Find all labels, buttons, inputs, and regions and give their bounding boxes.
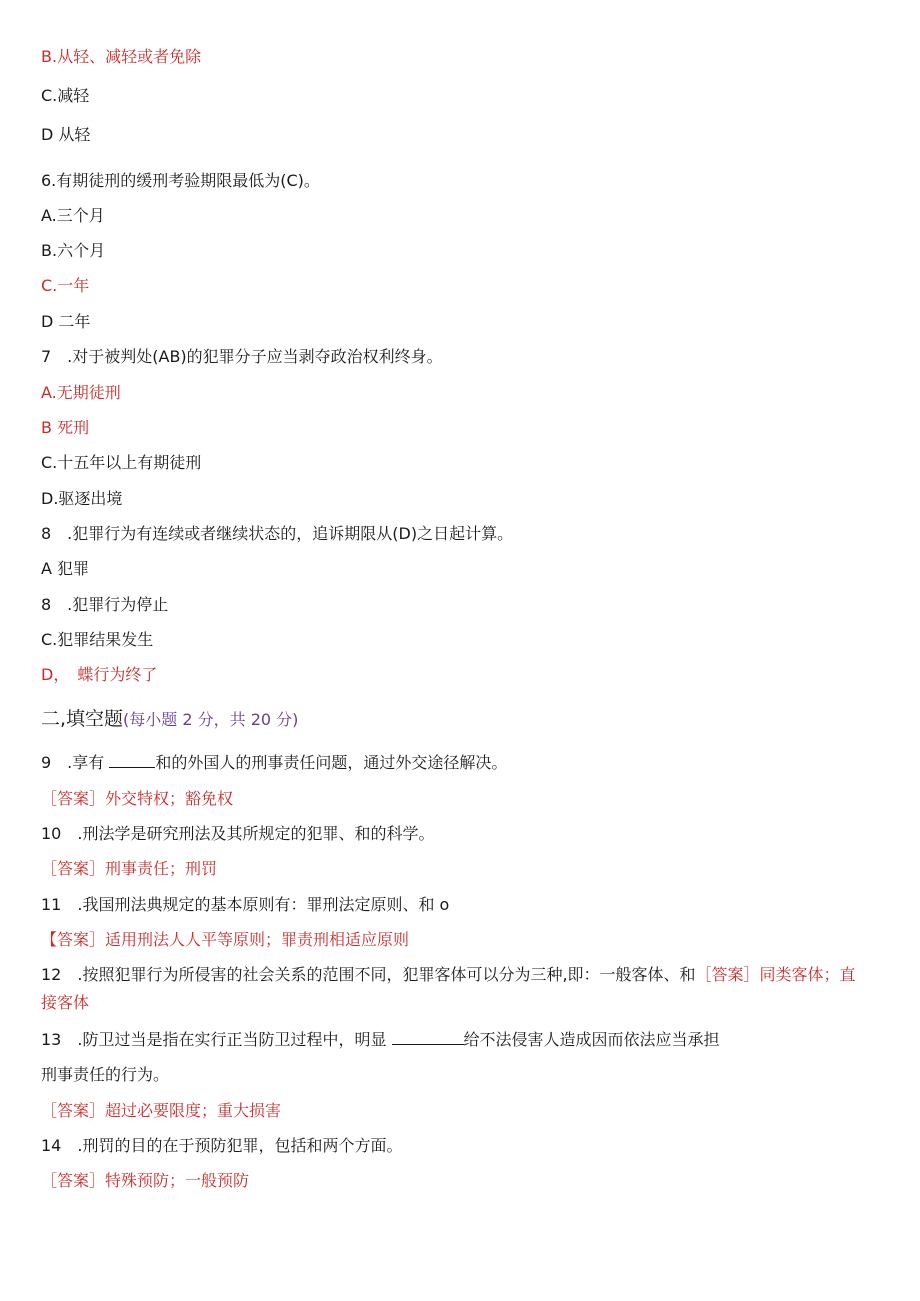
q8-option-c: C.犯罪结果发生 xyxy=(41,630,154,649)
q9-text-pre: 9 .享有 xyxy=(41,753,110,772)
q9-text-post: 和的外国人的刑事责任问题，通过外交途径解决。 xyxy=(155,753,508,772)
section-heading xyxy=(41,708,298,731)
q8-option-d: D， 蝶行为终了 xyxy=(41,665,158,684)
option-b-mitigate: B.从轻、减轻或者免除 xyxy=(41,47,202,66)
question-8: 8 .犯罪行为有连续或者继续状态的，追诉期限从(D)之日起计算。 xyxy=(41,524,514,543)
option-c-reduce: C.减轻 xyxy=(41,86,90,105)
answer-10: ［答案］刑事责任；刑罚 xyxy=(41,859,218,878)
q12-text: 12 .按照犯罪行为所侵害的社会关系的范围不同，犯罪客体可以分为三种,即：一般客体、和 xyxy=(41,965,696,984)
answer-12: ［答案］同类客体；直接客体 xyxy=(41,965,856,1012)
q6-option-b: B.六个月 xyxy=(41,241,106,260)
q13-text-post: 给不法侵害人造成因而依法应当承担 xyxy=(463,1030,720,1049)
section-title: 二,填空题 xyxy=(41,708,124,730)
answer-14: ［答案］特殊预防；一般预防 xyxy=(41,1171,250,1190)
question-13-cont: 刑事责任的行为。 xyxy=(41,1065,170,1084)
option-d-lighter: D 从轻 xyxy=(41,125,91,144)
question-14: 14 .刑罚的目的在于预防犯罪，包括和两个方面。 xyxy=(41,1136,403,1155)
q6-option-d: D 二年 xyxy=(41,312,91,331)
answer-11: 【答案］适用刑法人人平等原则；罪责刑相适应原则 xyxy=(41,930,410,949)
q9-blank xyxy=(109,753,155,768)
section-subtitle: (每小题 2 分，共 20 分) xyxy=(123,710,299,729)
q7-option-c: C.十五年以上有期徒刑 xyxy=(41,453,202,472)
question-11: 11 .我国刑法典规定的基本原则有：罪刑法定原则、和 o xyxy=(41,895,450,914)
q6-option-a: A.三个月 xyxy=(41,206,105,225)
q13-text-pre: 13 .防卫过当是指在实行正当防卫过程中，明显 xyxy=(41,1030,392,1049)
question-9 xyxy=(41,752,507,774)
question-7: 7 .对于被判处(AB)的犯罪分子应当剥夺政治权利终身。 xyxy=(41,347,443,366)
q8-option-a: A 犯罪 xyxy=(41,559,90,578)
q7-option-b: B 死刑 xyxy=(41,418,90,437)
q8-option-b: 8 .犯罪行为停止 xyxy=(41,595,169,614)
q6-option-c: C.一年 xyxy=(41,276,90,295)
answer-13: ［答案］超过必要限度；重大损害 xyxy=(41,1101,282,1120)
question-10: 10 .刑法学是研究刑法及其所规定的犯罪、和的科学。 xyxy=(41,824,435,843)
q13-blank xyxy=(392,1030,464,1045)
q7-option-a: A.无期徒刑 xyxy=(41,383,121,402)
answer-9: ［答案］外交特权；豁免权 xyxy=(41,789,234,808)
question-6: 6.有期徒刑的缓刑考验期限最低为(C)。 xyxy=(41,171,320,190)
q7-option-d: D.驱逐出境 xyxy=(41,489,123,508)
question-13 xyxy=(41,1029,720,1051)
question-12 xyxy=(41,961,861,1017)
